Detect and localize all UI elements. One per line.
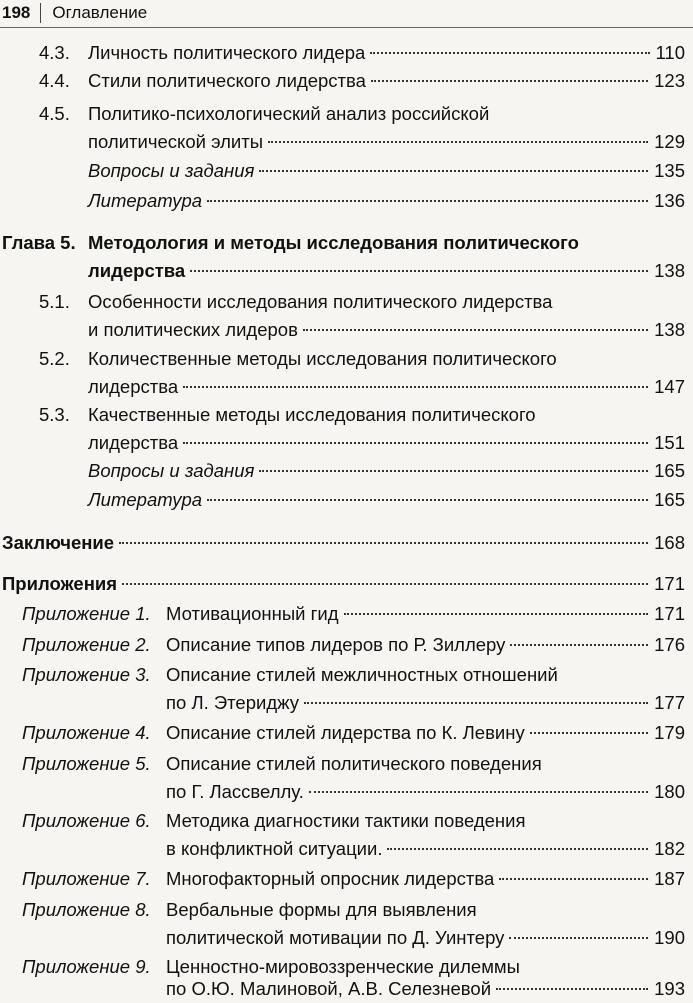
toc-entry-5-2[interactable]: [0, 345, 693, 401]
appendix-label: Приложение 4.: [22, 722, 151, 743]
chapter-title-line2: лидерства: [88, 260, 186, 281]
questions-title: Вопросы и задания: [88, 460, 255, 481]
chapter-title-line1: Методология и методы исследования политического: [88, 232, 579, 253]
toc-entry-appendix-1[interactable]: [0, 600, 693, 628]
appendix-title-line1: Вербальные формы для выявления: [166, 899, 477, 920]
page-ref: 147: [654, 376, 685, 397]
toc-entry-appendix-7[interactable]: [0, 865, 693, 893]
appendix-label: Приложение 7.: [22, 868, 151, 889]
section-title-line1: Особенности исследования политического лидерства: [88, 291, 553, 312]
appendix-title-line1: Ценностно-мировоззренческие дилеммы: [166, 956, 520, 977]
toc-entry-5-1[interactable]: [0, 288, 693, 344]
appendix-title-line2: по О.Ю. Малиновой, А.В. Селезневой: [166, 978, 492, 999]
running-title: Оглавление: [52, 2, 148, 22]
leader-dots: [119, 542, 648, 544]
page-ref: 138: [654, 260, 685, 281]
toc-entry-chapter-5[interactable]: [0, 229, 693, 285]
toc-entry-4-5[interactable]: [0, 100, 693, 156]
toc-entry-literature-4[interactable]: [0, 187, 693, 215]
page-ref: 123: [654, 70, 685, 91]
toc-entry-appendix-4[interactable]: [0, 719, 693, 747]
section-number: 5.1.: [39, 291, 70, 312]
section-title: Стили политического лидерства: [88, 70, 366, 91]
page-ref: 187: [654, 868, 685, 889]
page-ref: 179: [654, 722, 685, 743]
leader-dots: [183, 442, 648, 444]
page-ref: 110: [655, 42, 685, 63]
page-ref: 151: [654, 432, 685, 453]
appendix-title-line1: Описание стилей политического поведения: [166, 753, 542, 774]
page-ref: 177: [654, 692, 685, 713]
questions-title: Вопросы и задания: [88, 160, 255, 181]
literature-title: Литература: [88, 489, 203, 510]
section-number: 5.3.: [39, 404, 70, 425]
page-ref: 180: [654, 781, 685, 802]
header-rule: [0, 27, 693, 28]
leader-dots: [496, 988, 648, 990]
appendix-title: Описание типов лидеров по Р. Зиллеру: [166, 634, 506, 655]
toc-entry-4-3[interactable]: [0, 39, 693, 67]
toc-entry-appendix-6[interactable]: [0, 807, 693, 863]
leader-dots: [309, 791, 648, 793]
page-ref: 168: [654, 532, 685, 553]
leader-dots: [387, 848, 648, 850]
section-title-line2: политической элиты: [88, 131, 264, 152]
section-number: 4.4.: [39, 70, 70, 91]
page-header: [2, 0, 682, 25]
page-ref: 135: [654, 160, 685, 181]
section-number: 4.3.: [39, 42, 70, 63]
section-title: Личность политического лидера: [88, 42, 366, 63]
page-ref: 129: [654, 131, 685, 152]
appendix-title-line1: Описание стилей межличностных отношений: [166, 664, 558, 685]
appendix-label: Приложение 2.: [22, 634, 151, 655]
leader-dots: [122, 583, 648, 585]
section-title-line1: Политико-психологический анализ российской: [88, 103, 490, 124]
section-title-line2: и политических лидеров: [88, 319, 298, 340]
toc-entry-appendix-5[interactable]: [0, 750, 693, 806]
leader-dots: [304, 702, 648, 704]
leader-dots: [190, 270, 648, 272]
section-title-line2: лидерства: [88, 432, 179, 453]
header-separator: [40, 3, 41, 23]
toc-entry-5-3[interactable]: [0, 401, 693, 457]
appendix-label: Приложение 1.: [22, 603, 151, 624]
literature-title: Литература: [88, 190, 203, 211]
leader-dots: [207, 200, 648, 202]
appendix-label: Приложение 6.: [22, 810, 151, 831]
section-number: 5.2.: [39, 348, 70, 369]
appendix-title-line2: политической мотивации по Д. Уинтеру: [166, 927, 505, 948]
leader-dots: [510, 644, 648, 646]
toc-entry-appendix-8[interactable]: [0, 896, 693, 952]
leader-dots: [207, 499, 648, 501]
leader-dots: [530, 732, 648, 734]
chapter-number: Глава 5.: [2, 232, 76, 253]
appendix-label: Приложение 5.: [22, 753, 151, 774]
page-ref: 171: [654, 573, 685, 594]
toc-entry-4-4[interactable]: [0, 67, 693, 95]
appendices-title: Приложения: [2, 573, 118, 594]
appendix-title: Мотивационный гид: [166, 603, 339, 624]
section-title-line2: лидерства: [88, 376, 179, 397]
toc-entry-questions-5[interactable]: [0, 457, 693, 485]
appendix-label: Приложение 8.: [22, 899, 151, 920]
toc-entry-appendix-3[interactable]: [0, 661, 693, 717]
toc-entry-conclusion[interactable]: [0, 529, 693, 557]
appendix-title-line1: Методика диагностики тактики поведения: [166, 810, 526, 831]
leader-dots: [183, 386, 648, 388]
page-ref: 165: [654, 460, 685, 481]
leader-dots: [303, 329, 648, 331]
conclusion-title: Заключение: [2, 532, 115, 553]
appendix-title-line2: по Л. Этериджу: [166, 692, 299, 713]
page-ref: 165: [654, 489, 685, 510]
appendix-title-line2: по Г. Лассвеллу.: [166, 781, 304, 802]
leader-dots: [259, 470, 648, 472]
appendix-title: Многофакторный опросник лидерства: [166, 868, 495, 889]
toc-entry-literature-5[interactable]: [0, 486, 693, 514]
leader-dots: [371, 80, 648, 82]
appendix-title-line2: в конфликтной ситуации.: [166, 838, 383, 859]
page-ref: 176: [654, 634, 685, 655]
page-ref: 190: [654, 927, 685, 948]
page-ref: 171: [654, 603, 685, 624]
appendix-title: Описание стилей лидерства по К. Левину: [166, 722, 525, 743]
leader-dots: [509, 937, 648, 939]
toc-entry-questions-4[interactable]: [0, 157, 693, 185]
section-number: 4.5.: [39, 103, 70, 124]
page-ref: 138: [654, 319, 685, 340]
toc-entry-appendix-9[interactable]: [0, 953, 693, 1000]
appendix-label: Приложение 9.: [22, 956, 151, 977]
leader-dots: [499, 878, 648, 880]
toc-entry-appendices[interactable]: [0, 570, 693, 598]
page-ref: 136: [654, 190, 685, 211]
leader-dots: [268, 141, 648, 143]
section-title-line1: Количественные методы исследования политического: [88, 348, 557, 369]
leader-dots: [259, 170, 648, 172]
toc-entry-appendix-2[interactable]: [0, 631, 693, 659]
leader-dots: [344, 613, 649, 615]
page-ref: 182: [654, 838, 685, 859]
page-number: 198: [2, 2, 31, 22]
page-ref: 193: [654, 978, 685, 999]
appendix-label: Приложение 3.: [22, 664, 151, 685]
leader-dots: [370, 52, 649, 54]
section-title-line1: Качественные методы исследования политического: [88, 404, 536, 425]
